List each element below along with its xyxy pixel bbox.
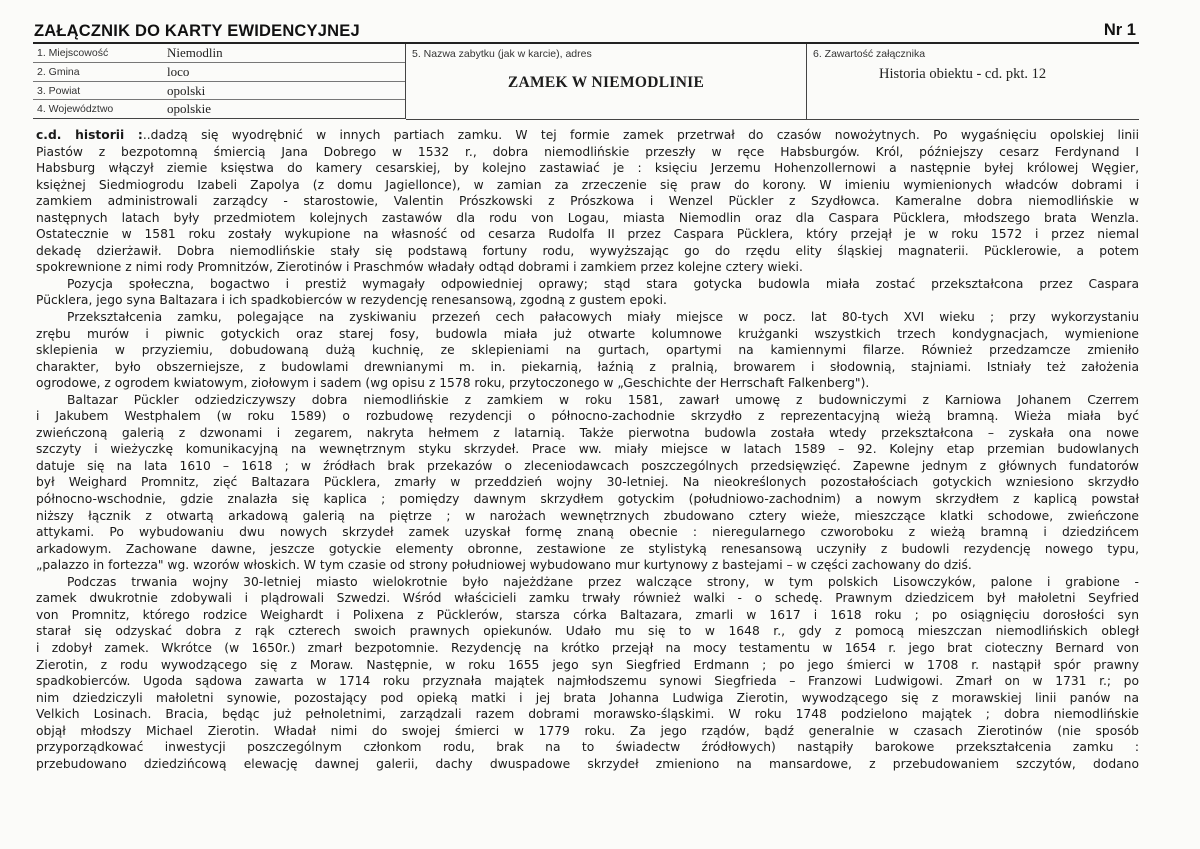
text-line: zamkiem administrowali zarządcy - starostowie, Valentin Prószkowski z Prószkowa i Wenzel Pückler z Szydłowca. Kameralne dobra niemodlińskie w	[36, 194, 1139, 209]
text-line: Velkich Losinach. Bracia, będąc już pełnoletnimi, zarządzali razem dobrami morawsko-śląskimi. W roku 1748 podzielono majątek ; dobra niemodlińskie	[36, 707, 1139, 722]
text-line: Pücklera, jego syna Baltazara i ich spadkobierców w rezydencję renesansową, zgodną z gustem epoki.	[36, 293, 667, 308]
monument-name: ZAMEK W NIEMODLINIE	[507, 74, 705, 91]
field-value: opolski	[167, 82, 206, 98]
field-locality	[33, 44, 405, 63]
text-line: i Jakubem Westphalem (w roku 1589) o rozbudowę rezydencji o północno-zachodnie skrzydło z reprezentacyjną wieżą bramną. Wieża miała być	[36, 409, 1139, 424]
text-line: spokrewnione z nimi rody Promnitzów, Zierotinów i Praschmów władały odtąd dobrami i zamkiem przez kolejne cztery wieki.	[36, 260, 803, 275]
field-label: 2. Gmina	[37, 65, 80, 78]
text-line: północno-wschodnie, gdzie znalazła się kaplica ; pomiędzy dawnym skrzydłem gotyckim (południowo-zachodnim) a nowym skrzydłem z kaplicą powstał	[36, 492, 1139, 507]
text-line: spadkobierców. Ugoda sądowa zawarta w 1714 roku przyznała majątek najmłodszemu synowi Siegfrieda – Franzowi Ludwigowi. Zmarł on w 1731 r.; po	[36, 674, 1139, 689]
text-line: Podczas trwania wojny 30-letniej miasto wielokrotnie było najeżdżane przez walczące strony, w tym polskich Lisowczyków, palone i grabione -	[67, 574, 1139, 589]
paragraph-3	[36, 309, 1139, 326]
text-line: niższy łącznik z otwartą arkadową galerią na piętrze ; w narożach wewnętrznych zbudowano cztery wieże, mieszczące klatki schodowe, zwieńczone	[36, 508, 1139, 523]
text-line: attykami. Po wybudowaniu dwu nowych skrzydeł zamek uzyskał formę znaną obecnie : nieregularnego czworoboku z wieżą bramną i dziedzińcem	[36, 525, 1139, 540]
text-line: zrębu murów i piwnic gotyckich oraz starej fosy, budowla miała już otwarte kolumnowe krużganki wszystkich trzech kondygnacjach, wymienione	[36, 326, 1139, 341]
text-line: starał się odzyskać dobra z rąk czterech swoich prawnych opiekunów. Udało mu się to w 1648 r., gdy z pomocą mieszczan niemodlińskich obległ	[36, 624, 1139, 639]
text-line: szczyty i wieżyczkę komunikacyjną na wewnętrznym styku skrzydeł. Prace ww. miały miejsce w latach 1589 – 92. Kolejny etap przemian budowlanych	[36, 442, 1139, 457]
text-line: charakter, było obszerniejsze, z budowlami drewnianymi m. in. piekarnią, łaźnią z pralnią, browarem i słodownią, stajniami. Istniały też założenia	[36, 359, 1139, 374]
history-text	[36, 127, 1139, 772]
text-line: nim dziedziczyli małoletni synowie, pozostający pod opieką matki i jej brata Johanna Ludwiga Zierotin, wywodzącego się z morawskiej linii panów na	[36, 690, 1139, 705]
field-label: 3. Powiat	[37, 84, 81, 97]
paragraph-1	[36, 127, 1139, 144]
field-county	[33, 82, 405, 101]
text-line: objął młodszy Michael Zierotin. Władał nimi do swojej śmierci w 1779 roku. Za jego rządów, bądź generalnie w czasach Zierotinów (nie sposób	[36, 723, 1139, 738]
text-line: ..dadzą się wyodrębnić w innych partiach zamku. W tej formie zamek przetrwał do czasów nowożytnych. Po wygaśnięciu opolskiej linii	[142, 128, 1139, 142]
field-value: Niemodlin	[167, 45, 223, 60]
continuation-label: c.d. historii :	[36, 128, 143, 142]
field-value: opolskie	[167, 101, 212, 117]
attachment-content-cell	[807, 44, 1139, 120]
text-line: dekadę dzierżawił. Dobra niemodlińskie stały się podstawą fortuny rodu, wywyższając go do rzędu elity śląskiej magnaterii. Pücklerowie, a potem	[36, 243, 1139, 258]
text-line: „palazzo in fortezza" wg. wzorów włoskich. W tym czasie od strony południowej wybudowano mur kurtynowy z bastejami – w części zachowany do dziś.	[36, 558, 972, 573]
attachment-content-label: 6. Zawartość załącznika	[813, 48, 926, 60]
monument-cell	[406, 44, 807, 120]
field-value: loco	[167, 63, 190, 79]
text-line: przyporządkować inwestycji poszczególnym członkom rodu, brak na to świadectw źródłowych) nastąpiły barokowe przekształcenia zamku :	[36, 740, 1139, 755]
text-line: Zierotin, z rodu wywodzącego się z Moraw. Następnie, w roku 1655 jego syn Siegfried Erdmann ; po jego śmierci w 1708 r. nastąpił spór prawny	[36, 657, 1139, 672]
attachment-content-value: Historia obiektu - cd. pkt. 12	[879, 66, 1047, 82]
text-line: Baltazar Pückler odziedziczywszy dobra niemodlińskie z zamkiem w roku 1581, zawarł umowę z budowniczymi z Karniowa Johanem Czerrem	[67, 392, 1139, 407]
text-line: Piastów z bezpotomną śmiercią Jana Dobrego w 1532 r., dobra niemodlińskie przeszły w ręce Habsburgów. Król, późniejszy cesarz Ferdynand I	[36, 144, 1139, 159]
text-line: arkadowym. Zachowane dawne, jeszcze gotyckie elementy obronne, zestawione ze stylistyką renesansową uczyniły z budowli rezydencję nowego typu,	[36, 541, 1139, 556]
text-line: datuje się na lata 1610 – 1618 ; w źródłach brak przekazów o zleceniodawcach poszczególnych przedsięwzięć. Zapewne jednym z głównych fundatorów	[36, 458, 1139, 473]
text-line: Habsburg włączył ziemie księstwa do kamery cesarskiej, by kolejno zastawiać je : księciu Jerzemu Hohenzollernowi a następnie byłej królowej Węgier,	[36, 161, 1139, 176]
text-line: księżnej Siedmiogrodu Izabeli Zapolya (z domu Jagiellonce), w zamian za zrzeczenie się praw do korony. W imieniu wymienionych władców dobrami i	[36, 177, 1139, 192]
text-line: Ostatecznie w 1581 roku zostały wykupione na własność od cesarza Rudolfa II przez Caspara Pücklera, który przejął je w roku 1572 i przez niemal	[36, 227, 1139, 242]
text-line: ogrodowe, z ogrodem kwiatowym, ziołowym i sadem (wg opisu z 1578 roku, przytoczonego w „Geschichte der Herrschaft Falkenberg").	[36, 376, 870, 391]
paragraph-4	[36, 392, 1139, 409]
attachment-title: ZAŁĄCZNIK DO KARTY EWIDENCYJNEJ	[34, 22, 360, 40]
text-line: zwieńczoną galerią z dzwonami i zegarem, nakryta hełmem z latarnią. Także pierwotna budowla została wtedy przekształcona – zyskała ona nowe	[36, 425, 1139, 440]
text-line: Przekształcenia zamku, polegające na zyskiwaniu przezeń cech pałacowych miały miejsce w pocz. lat 80-tych XVI wieku ; przy wykorzystaniu	[67, 310, 1139, 325]
text-line: przebudowano dziedzińcową elewację dawnej galerii, dachy dwuspadowe skrzydeł zmieniono na mansardowe, z przebudowaniem szczytów, dodano	[36, 756, 1139, 771]
record-form	[33, 44, 1139, 119]
text-line: von Promnitz, którego rodzice Weighardt i Polixena z Pücklerów, starsza córka Baltazara, zmarli w 1617 i 1618 roku ; po osiągnięciu dorosłości syn	[36, 607, 1139, 622]
field-label: 1. Miejscowość	[37, 47, 109, 59]
monument-label: 5. Nazwa zabytku (jak w karcie), adres	[412, 48, 592, 60]
paragraph-2	[36, 276, 1139, 293]
text-line: następnych latach były przedmiotem kolejnych zastawów dla rodu von Logau, miasta Niemodlin oraz dla Caspara Pücklera, młodszego brata Wenzla.	[36, 210, 1139, 225]
attachment-number: Nr 1	[1103, 21, 1136, 39]
field-commune	[33, 63, 405, 82]
field-label: 4. Województwo	[37, 103, 114, 116]
location-fields	[33, 44, 406, 119]
text-line: był Weighard Promnitz, zięć Baltazara Pücklera, zmarły w przeddzień wojny 30-letniej. Na nieokreślonych pozostałościach gotyckich wzniesiono skrzydło	[36, 475, 1139, 490]
text-line: sklepienia w przyziemiu, dobudowaną dużą kuchnię, ze sklepieniami na gurtach, opartymi na kamiennymi filarze. Również przedzamcze zmieniło	[36, 343, 1139, 358]
text-line: zamek dwukrotnie zdobywali i plądrowali Szwedzi. Wśród właścicieli zamku trwały również walki - o schedę. Prawnym dziedzicem był małoletni Seyfried	[36, 591, 1139, 606]
field-voivodeship	[33, 100, 405, 119]
text-line: i zdobył zamek. Wkrótce (w 1650r.) zmarł bezpotomnie. Rezydencję na krótko przejął na mocy testamentu w 1654 r. jego brat cioteczny Bernard von	[36, 640, 1139, 655]
paragraph-5	[36, 574, 1139, 591]
text-line: Pozycja społeczna, bogactwo i prestiż wymagały odpowiedniej oprawy; stąd stara gotycka budowla miała zostać przekształcona przez Caspara	[67, 276, 1139, 291]
